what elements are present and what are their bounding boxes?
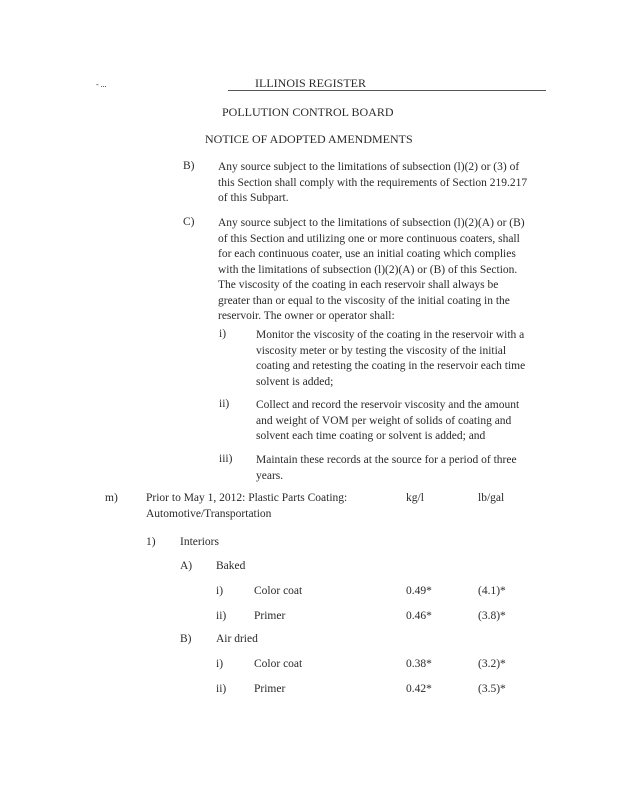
subitem-ii-text <box>256 398 519 445</box>
subitem-i-text <box>256 328 525 390</box>
text-line: solvent is added; <box>256 375 334 388</box>
text-line: this Section shall comply with the requirements of Section 219.217 <box>218 176 528 189</box>
sub-b-title: Air dried <box>216 633 258 645</box>
row-label: ii) <box>216 683 227 695</box>
row-lb-value: (3.5)* <box>478 683 506 695</box>
item-b-text <box>218 160 527 207</box>
text-line: Any source subject to the limitations of subsection (l)(2)(A) or (B) <box>218 217 525 229</box>
column-header-kg: kg/l <box>406 492 424 504</box>
row-lb-value: (3.2)* <box>478 658 506 670</box>
text-line: Any source subject to the limitations of subsection (l)(2) or (3) of <box>218 161 520 173</box>
text-line: Monitor the viscosity of the coating in the reservoir with a <box>256 329 525 341</box>
subitem-iii-text <box>256 453 517 484</box>
sub-a-label: A) <box>180 560 193 572</box>
text-line: and weight of VOM per weight of solids of coating and <box>256 414 512 427</box>
subitem-i-label: i) <box>219 328 227 340</box>
register-title: ILLINOIS REGISTER <box>255 76 366 90</box>
row-label: ii) <box>216 610 227 622</box>
row-name: Primer <box>254 683 286 695</box>
row-kg-value: 0.42* <box>406 683 432 695</box>
text-line: solvent each time coating or solvent is added; and <box>256 430 486 442</box>
text-line: of this Section and utilizing one or more continuous coaters, shall <box>218 232 520 245</box>
item-c-label: C) <box>183 216 195 228</box>
row-name: Primer <box>254 610 286 622</box>
board-title: POLLUTION CONTROL BOARD <box>222 105 394 119</box>
header-left-mark: - ... <box>96 80 107 89</box>
row-name: Color coat <box>254 585 303 597</box>
row-lb-value: (4.1)* <box>478 585 506 597</box>
row-kg-value: 0.49* <box>406 585 432 597</box>
item-b-label: B) <box>183 160 195 172</box>
text-line: Maintain these records at the source for a period of three <box>256 454 517 466</box>
row-name: Color coat <box>254 658 303 670</box>
row-kg-value: 0.38* <box>406 658 432 670</box>
row-label: i) <box>216 585 224 597</box>
item-m-label: m) <box>105 492 118 504</box>
sub1-title: Interiors <box>180 536 219 548</box>
row-lb-value: (3.8)* <box>478 610 506 622</box>
column-header-lb: lb/gal <box>478 492 505 504</box>
sub1-label: 1) <box>146 536 156 548</box>
notice-title: NOTICE OF ADOPTED AMENDMENTS <box>205 132 413 146</box>
text-line: greater than or equal to the viscosity of the initial coating in the <box>218 294 510 307</box>
text-line: viscosity meter or by testing the viscosity of the initial <box>256 344 507 357</box>
text-line: for each continuous coater, use an initial coating which complies <box>218 248 516 260</box>
row-label: i) <box>216 658 224 670</box>
subitem-ii-label: ii) <box>219 398 230 410</box>
text-line: reservoir. The owner or operator shall: <box>218 310 395 322</box>
text-line: coating and retesting the coating in the reservoir each time <box>256 360 526 372</box>
item-m-heading-2: Automotive/Transportation <box>146 508 272 520</box>
text-line: with the limitations of subsection (l)(2)(A) or (B) of this Section. <box>218 263 518 276</box>
text-line: Collect and record the reservoir viscosity and the amount <box>256 399 520 411</box>
text-line: years. <box>256 469 284 482</box>
sub-a-title: Baked <box>216 560 246 572</box>
sub-b-label: B) <box>180 633 192 645</box>
text-line: of this Subpart. <box>218 192 289 204</box>
row-kg-value: 0.46* <box>406 610 432 622</box>
item-m-heading: Prior to May 1, 2012: Plastic Parts Coating: <box>146 492 348 504</box>
text-line: The viscosity of the coating in each reservoir shall always be <box>218 279 499 291</box>
subitem-iii-label: iii) <box>219 453 233 465</box>
item-c-text <box>218 216 525 325</box>
